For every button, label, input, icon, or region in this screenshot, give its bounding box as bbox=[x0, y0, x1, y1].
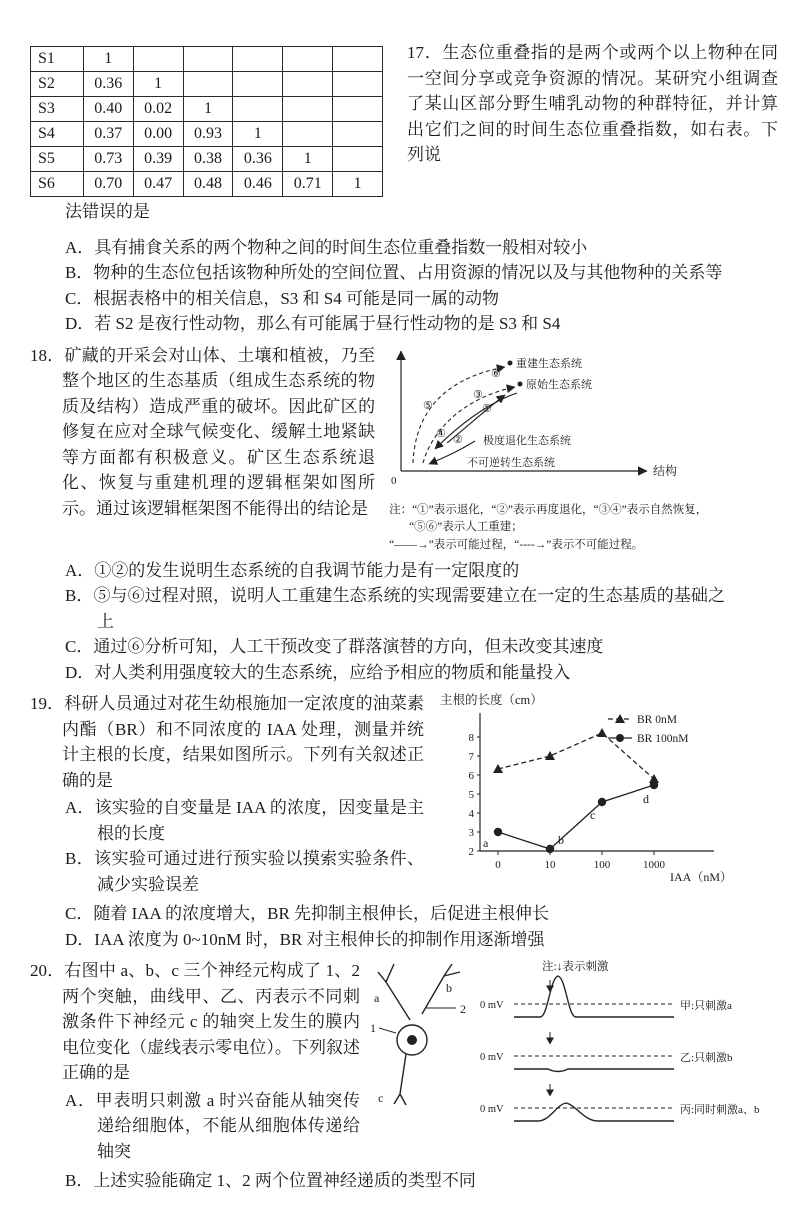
cell bbox=[233, 72, 283, 97]
option-b: B．上述实验能确定 1、2 两个位置神经递质的类型不同 bbox=[65, 1171, 476, 1191]
q19-options-cd bbox=[65, 901, 725, 952]
q19-section bbox=[30, 691, 778, 897]
cell: 0.46 bbox=[233, 172, 283, 197]
q17-options bbox=[65, 235, 725, 337]
curve-rebuild bbox=[413, 367, 505, 463]
table-row bbox=[31, 72, 383, 97]
synapse-2-label: 2 bbox=[460, 1002, 466, 1017]
q19-chart-block bbox=[440, 691, 732, 891]
q18-options bbox=[65, 558, 725, 686]
stimulus-note: 注:↓表示刺激 bbox=[542, 961, 609, 974]
q20-neuron-block bbox=[370, 958, 474, 1134]
num-1: ① bbox=[482, 402, 492, 415]
y-tick-label: 4 bbox=[468, 808, 474, 821]
table-row bbox=[31, 147, 383, 172]
x-axis-label: 结构 bbox=[653, 463, 678, 478]
x-tick-label: 10 bbox=[544, 859, 556, 872]
trace-jia-label: 甲:只刺激a bbox=[680, 1000, 732, 1013]
row-label: S4 bbox=[31, 122, 84, 147]
cell: 0.36 bbox=[83, 72, 133, 97]
point-label-c: c bbox=[590, 808, 596, 823]
option-d: D．IAA 浓度为 0~10nM 时，BR 对主根伸长的抑制作用逐渐增强 bbox=[65, 929, 545, 949]
original-dot bbox=[518, 381, 523, 386]
origin-label: 0 bbox=[391, 474, 397, 487]
cell bbox=[333, 122, 383, 147]
q19-intro: 19．科研人员通过对花生幼根施加一定浓度的油菜素内酯（BR）和不同浓度的 IAA 处理，测量并统计主根的长度，结果如图所示。下列有关叙述正确的是 bbox=[30, 694, 424, 790]
trace-yi-label: 乙:只刺激b bbox=[680, 1052, 733, 1065]
cell: 0.02 bbox=[133, 97, 183, 122]
axon-c bbox=[394, 1054, 406, 1105]
series-br0-line bbox=[498, 733, 654, 779]
trace-yi bbox=[514, 1069, 674, 1072]
zero-mv-label: 0 mV bbox=[480, 1104, 504, 1116]
trace-bing bbox=[514, 1103, 674, 1121]
table-row bbox=[31, 172, 383, 197]
option-b: B．物种的生态位包括该物种所处的空间位置、占用资源的情况以及与其他物种的关系等 bbox=[65, 263, 723, 282]
cell: 0.39 bbox=[133, 147, 183, 172]
note-line-1: 注：“①”表示退化，“②”表示再度退化，“③④”表示自然恢复， bbox=[389, 504, 708, 516]
option-d: D．对人类利用强度较大的生态系统，应给予相应的物质和能量投入 bbox=[65, 662, 571, 682]
y-tick-label: 3 bbox=[468, 827, 474, 840]
rebuild-dot bbox=[508, 360, 513, 365]
num-4: ④ bbox=[436, 427, 446, 440]
zero-mv-label: 0 mV bbox=[480, 1052, 504, 1064]
y-tick-label: 6 bbox=[468, 770, 474, 783]
option-c: C．通过⑥分析可知，人工干预改变了群落演替的方向，但未改变其速度 bbox=[65, 637, 604, 657]
x-axis-label: IAA（nM） bbox=[670, 870, 732, 884]
circle-marker bbox=[546, 845, 554, 853]
cell: 1 bbox=[333, 172, 383, 197]
num-6: ⑥ bbox=[491, 367, 501, 380]
nucleus bbox=[407, 1035, 417, 1045]
q18-figure-note bbox=[389, 502, 719, 554]
option-b: B．该实验可通过进行预实验以摸索实验条件、减少实验误差 bbox=[65, 849, 424, 894]
cell: 0.37 bbox=[83, 122, 133, 147]
irreversible-label: 不可逆转生态系统 bbox=[467, 456, 556, 469]
cell: 0.93 bbox=[183, 122, 233, 147]
cell: 0.40 bbox=[83, 97, 133, 122]
cell: 1 bbox=[183, 97, 233, 122]
cell: 1 bbox=[133, 72, 183, 97]
axon-b bbox=[422, 964, 460, 1014]
option-a: A．该实验的自变量是 IAA 的浓度，因变量是主根的长度 bbox=[65, 798, 424, 843]
x-tick-label: 0 bbox=[495, 859, 501, 872]
q17-intro: 17．生态位重叠指的是两个或两个以上物种在同一空间分享或竞争资源的情况。某研究小组调查了某山区部分野生哺乳动物的种群特征，并计算出它们之间的时间生态位重叠指数，如右表。下列说 bbox=[407, 43, 778, 164]
original-label: 原始生态系统 bbox=[526, 378, 593, 391]
row-label: S1 bbox=[31, 47, 84, 72]
cell bbox=[233, 47, 283, 72]
num-5: ⑤ bbox=[423, 399, 433, 412]
pointer-1 bbox=[379, 1028, 396, 1033]
axon-a bbox=[378, 964, 410, 1020]
num-2: ② bbox=[453, 433, 463, 446]
row-label: S6 bbox=[31, 172, 84, 197]
series-br100-line bbox=[498, 785, 654, 849]
legend-label-br0: BR 0nM bbox=[637, 714, 677, 727]
circle-marker bbox=[598, 798, 606, 806]
table-row bbox=[31, 47, 383, 72]
y-tick-label: 8 bbox=[468, 732, 474, 745]
q19-left-column bbox=[30, 691, 424, 897]
cell: 0.38 bbox=[183, 147, 233, 172]
neuron-a-label: a bbox=[374, 991, 380, 1006]
cell: 0.36 bbox=[233, 147, 283, 172]
cell bbox=[333, 97, 383, 122]
option-c: C．根据表格中的相关信息，S3 和 S4 可能是同一属的动物 bbox=[65, 288, 499, 308]
q20-traces-block bbox=[478, 958, 778, 1141]
circle-marker bbox=[650, 781, 658, 789]
cell bbox=[333, 47, 383, 72]
synapse-1-label: 1 bbox=[370, 1021, 376, 1036]
table-row bbox=[31, 97, 383, 122]
neuron-diagram bbox=[370, 958, 474, 1126]
cell bbox=[283, 47, 333, 72]
trace-bing-label: 丙:同时刺激a、b bbox=[680, 1104, 760, 1117]
cell bbox=[283, 72, 333, 97]
neuron-b-label: b bbox=[446, 981, 452, 996]
cell bbox=[233, 97, 283, 122]
note-line-3: “——→”表示可能过程，“----→”表示不可能过程。 bbox=[389, 538, 644, 551]
option-a: A．具有捕食关系的两个物种之间的时间生态位重叠指数一般相对较小 bbox=[65, 237, 588, 257]
q18-figure-block bbox=[389, 343, 778, 554]
circle-marker bbox=[494, 828, 502, 836]
zero-mv-label: 0 mV bbox=[480, 1000, 504, 1012]
cell bbox=[333, 72, 383, 97]
niche-overlap-table bbox=[30, 46, 383, 197]
cell: 0.70 bbox=[83, 172, 133, 197]
num-3: ③ bbox=[473, 388, 483, 401]
cell bbox=[183, 47, 233, 72]
note-line-2: “⑤⑥”表示人工重建； bbox=[409, 521, 523, 534]
cell: 1 bbox=[283, 147, 333, 172]
triangle-marker bbox=[597, 728, 607, 737]
cell bbox=[183, 72, 233, 97]
cell: 0.47 bbox=[133, 172, 183, 197]
q17-section bbox=[30, 40, 778, 197]
q20-left-column bbox=[30, 958, 360, 1164]
degraded-label: 极度退化生态系统 bbox=[483, 434, 572, 447]
q17-intro-continued: 法错误的是 bbox=[65, 202, 150, 221]
legend-label-br100: BR 100nM bbox=[637, 733, 689, 746]
row-label: S3 bbox=[31, 97, 84, 122]
y-tick-label: 2 bbox=[468, 846, 474, 859]
table-row bbox=[31, 122, 383, 147]
membrane-potential-traces bbox=[478, 958, 778, 1133]
option-d: D．若 S2 是夜行性动物，那么有可能属于昼行性动物的是 S3 和 S4 bbox=[65, 314, 561, 333]
chart-title: 主根的长度（cm） bbox=[440, 693, 543, 708]
cell: 0.48 bbox=[183, 172, 233, 197]
cell: 0.73 bbox=[83, 147, 133, 172]
option-a: A．甲表明只刺激 a 时兴奋能从轴突传递给细胞体，不能从细胞体传递给轴突 bbox=[65, 1090, 360, 1161]
y-tick-label: 7 bbox=[468, 751, 474, 764]
cell: 0.00 bbox=[133, 122, 183, 147]
option-c: C．随着 IAA 的浓度增大，BR 先抑制主根伸长，后促进主根伸长 bbox=[65, 904, 550, 924]
option-a: A．①②的发生说明生态系统的自我调节能力是有一定限度的 bbox=[65, 560, 520, 580]
rebuild-label: 重建生态系统 bbox=[516, 357, 583, 370]
cell bbox=[283, 97, 333, 122]
point-label-b: b bbox=[558, 833, 564, 848]
y-tick-label: 5 bbox=[468, 789, 474, 802]
x-tick-label: 100 bbox=[593, 859, 611, 872]
ecosystem-diagram bbox=[389, 343, 699, 493]
x-tick-label: 1000 bbox=[643, 859, 665, 872]
q20-option-b-row bbox=[65, 1168, 725, 1194]
cell bbox=[133, 47, 183, 72]
cell: 1 bbox=[83, 47, 133, 72]
triangle-marker bbox=[545, 751, 555, 760]
option-b: B．⑤与⑥过程对照，说明人工重建生态系统的实现需要建立在一定的生态基质的基础之上 bbox=[65, 586, 725, 631]
root-length-chart bbox=[440, 691, 732, 883]
q20-section bbox=[30, 958, 778, 1164]
neuron-c-label: c bbox=[378, 1091, 384, 1106]
cell: 1 bbox=[233, 122, 283, 147]
row-label: S2 bbox=[31, 72, 84, 97]
trace-jia bbox=[514, 976, 674, 1017]
q18-intro: 18．矿藏的开采会对山体、土壤和植被，乃至整个地区的生态基质（组成生态系统的物质及结构）造成严重的破坏。因此矿区的修复在应对全球气候变化、缓解土地紧缺等方面都有积极意义。矿区生态系统退化、恢复与重建机理的逻辑框架如图所示。通过该逻辑框架图不能得出的结论是 bbox=[30, 345, 376, 518]
q18-section bbox=[30, 343, 778, 554]
point-label-a: a bbox=[483, 836, 489, 851]
cell bbox=[333, 147, 383, 172]
point-label-d: d bbox=[643, 792, 649, 807]
cell bbox=[283, 122, 333, 147]
row-label: S5 bbox=[31, 147, 84, 172]
q20-intro: 20．右图中 a、b、c 三个神经元构成了 1、2 两个突触，曲线甲、乙、丙表示不同刺激条件下神经元 c 的轴突上发生的膜内电位变化（虚线表示零电位）。下列叙述正确的是 bbox=[30, 961, 360, 1083]
legend-circle bbox=[616, 734, 624, 742]
cell: 0.71 bbox=[283, 172, 333, 197]
